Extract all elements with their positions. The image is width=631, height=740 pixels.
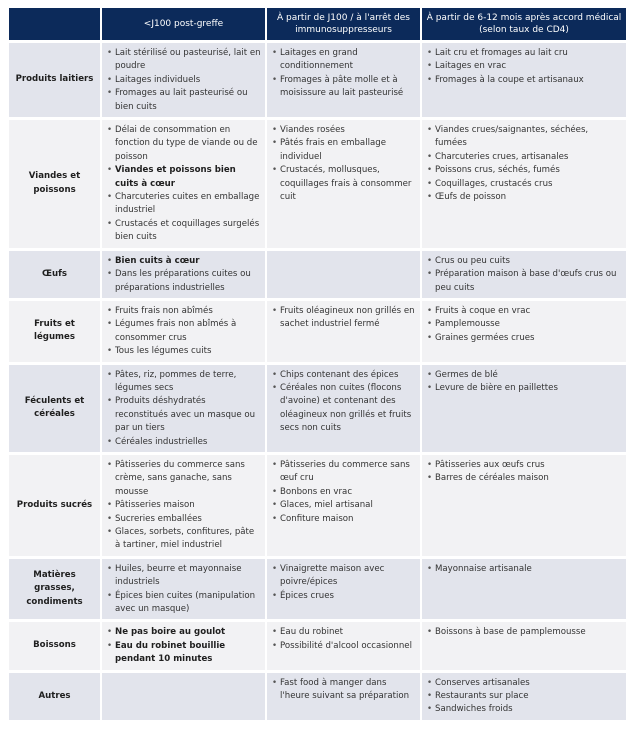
list-item-text: Fruits oléagineux non grillés en sachet industriel fermé — [280, 305, 415, 330]
bullet-icon: • — [107, 165, 113, 176]
bullet-icon: • — [107, 640, 113, 651]
list-item-text: Viandes et poissons bien cuits à cœur — [115, 165, 236, 189]
bullet-icon: • — [427, 563, 433, 574]
list-item-text: Délai de consommation en fonction du type de viande ou de poisson — [115, 125, 258, 162]
list-item — [426, 178, 622, 191]
list-item — [426, 164, 622, 177]
before-j100-cell — [102, 365, 265, 452]
bullet-icon: • — [272, 48, 278, 58]
from-j100-cell — [267, 455, 420, 556]
list-item — [106, 218, 261, 245]
list-item-text: Pâtisseries aux œufs crus — [435, 459, 545, 470]
bullet-icon: • — [107, 590, 113, 601]
list-item-text: Vinaigrette maison avec poivre/épices — [280, 563, 385, 588]
list-item — [106, 369, 261, 396]
item-list — [106, 305, 261, 359]
category-cell: Matières grasses, condiments — [9, 559, 100, 620]
list-item — [271, 124, 416, 137]
list-item — [106, 345, 261, 358]
list-item — [106, 191, 261, 218]
table-row — [9, 673, 626, 720]
bullet-icon: • — [272, 563, 278, 574]
list-item — [271, 513, 416, 526]
item-list — [271, 677, 416, 704]
header-before-j100: <J100 post-greffe — [102, 8, 265, 40]
list-item-text: Laitages en vrac — [435, 61, 507, 72]
from-6-12-months-cell — [422, 301, 626, 362]
list-item — [271, 137, 416, 164]
list-item-text: Pâtisseries du commerce sans œuf cru — [280, 459, 410, 484]
bullet-icon: • — [427, 677, 433, 688]
bullet-icon: • — [427, 74, 433, 85]
bullet-icon: • — [427, 459, 433, 470]
list-item — [106, 268, 261, 295]
list-item-text: Laitages en grand conditionnement — [280, 48, 358, 72]
list-item-text: Lait cru et fromages au lait cru — [435, 48, 568, 58]
list-item-text: Ne pas boire au goulot — [115, 627, 226, 638]
list-item-text: Œufs de poisson — [435, 192, 507, 203]
table-row — [9, 365, 626, 452]
bullet-icon: • — [107, 319, 113, 330]
item-list — [271, 305, 416, 332]
bullet-icon: • — [427, 269, 433, 280]
list-item-text: Fruits à coque en vrac — [435, 305, 531, 316]
list-item — [106, 459, 261, 499]
header-row — [9, 8, 626, 40]
category-cell: Viandes et poissons — [9, 120, 100, 248]
list-item — [426, 60, 622, 73]
from-j100-cell — [267, 622, 420, 669]
from-6-12-months-cell — [422, 673, 626, 720]
list-item — [271, 74, 416, 101]
bullet-icon: • — [272, 627, 278, 638]
item-list — [426, 626, 622, 639]
list-item-text: Conserves artisanales — [435, 677, 530, 688]
table-row — [9, 120, 626, 248]
list-item-text: Crustacés, mollusques, coquillages frais à consommer cuit — [280, 165, 412, 203]
list-item-text: Mayonnaise artisanale — [435, 563, 532, 574]
list-item-text: Eau du robinet — [280, 627, 344, 638]
bullet-icon: • — [427, 473, 433, 484]
list-item-text: Germes de blé — [435, 369, 498, 380]
list-item — [426, 191, 622, 204]
bullet-icon: • — [427, 627, 433, 638]
list-item-text: Chips contenant des épices — [280, 369, 399, 380]
list-item — [271, 640, 416, 653]
bullet-icon: • — [427, 61, 433, 72]
list-item — [271, 47, 416, 74]
bullet-icon: • — [427, 178, 433, 189]
list-item-text: Laitages individuels — [115, 74, 201, 85]
bullet-icon: • — [427, 125, 433, 136]
list-item — [271, 677, 416, 704]
table-row — [9, 455, 626, 556]
list-item-text: Pâtés frais en emballage individuel — [280, 138, 386, 162]
item-list — [426, 369, 622, 396]
from-j100-cell — [267, 43, 420, 117]
bullet-icon: • — [427, 704, 433, 715]
list-item — [106, 305, 261, 318]
before-j100-cell — [102, 673, 265, 720]
bullet-icon: • — [272, 513, 278, 524]
list-item — [426, 369, 622, 382]
list-item-text: Boissons à base de pamplemousse — [435, 627, 586, 638]
list-item — [106, 47, 261, 74]
list-item — [426, 472, 622, 485]
before-j100-cell — [102, 455, 265, 556]
list-item — [426, 318, 622, 331]
bullet-icon: • — [272, 125, 278, 136]
table-row — [9, 43, 626, 117]
header-from-6-12-months: À partir de 6-12 mois après accord médical (selon taux de CD4) — [422, 8, 626, 40]
item-list — [106, 459, 261, 553]
item-list — [271, 369, 416, 436]
item-list — [271, 47, 416, 101]
from-6-12-months-cell — [422, 455, 626, 556]
list-item — [426, 151, 622, 164]
category-cell: Fruits et légumes — [9, 301, 100, 362]
item-list — [426, 563, 622, 576]
list-item-text: Fast food à manger dans l'heure suivant sa préparation — [280, 677, 410, 702]
list-item — [106, 590, 261, 617]
list-item — [106, 74, 261, 87]
bullet-icon: • — [107, 74, 113, 85]
bullet-icon: • — [107, 305, 113, 316]
list-item-text: Viandes rosées — [280, 125, 345, 136]
list-item-text: Restaurants sur place — [435, 691, 529, 702]
list-item — [426, 382, 622, 395]
list-item-text: Bien cuits à cœur — [115, 255, 200, 266]
list-item — [106, 395, 261, 435]
item-list — [426, 459, 622, 486]
list-item — [426, 255, 622, 268]
item-list — [106, 255, 261, 295]
list-item-text: Dans les préparations cuites ou préparations industrielles — [115, 269, 251, 293]
from-j100-cell — [267, 120, 420, 248]
list-item — [106, 563, 261, 590]
header-from-j100: À partir de J100 / à l'arrêt des immunosuppresseurs — [267, 8, 420, 40]
from-6-12-months-cell — [422, 43, 626, 117]
list-item-text: Charcuteries crues, artisanales — [435, 151, 569, 162]
bullet-icon: • — [427, 691, 433, 702]
list-item-text: Levure de bière en paillettes — [435, 382, 558, 393]
bullet-icon: • — [272, 677, 278, 688]
category-cell: Féculents et céréales — [9, 365, 100, 452]
before-j100-cell — [102, 43, 265, 117]
category-cell: Boissons — [9, 622, 100, 669]
item-list — [106, 626, 261, 666]
before-j100-cell — [102, 559, 265, 620]
bullet-icon: • — [107, 269, 113, 280]
item-list — [426, 677, 622, 717]
bullet-icon: • — [107, 436, 113, 447]
list-item — [271, 382, 416, 436]
bullet-icon: • — [427, 305, 433, 316]
bullet-icon: • — [427, 48, 433, 58]
item-list — [106, 47, 261, 114]
list-item — [271, 626, 416, 639]
list-item-text: Épices bien cuites (manipulation avec un masque) — [115, 590, 256, 615]
list-item-text: Tous les légumes cuits — [115, 346, 212, 357]
from-6-12-months-cell — [422, 622, 626, 669]
list-item — [271, 164, 416, 204]
list-item-text: Confiture maison — [280, 513, 354, 524]
bullet-icon: • — [107, 192, 113, 203]
list-item-text: Épices crues — [280, 590, 334, 601]
list-item-text: Barres de céréales maison — [435, 473, 549, 484]
bullet-icon: • — [272, 382, 278, 393]
item-list — [426, 305, 622, 345]
bullet-icon: • — [107, 88, 113, 99]
list-item — [426, 563, 622, 576]
bullet-icon: • — [107, 346, 113, 357]
list-item-text: Pâtisseries maison — [115, 500, 195, 511]
bullet-icon: • — [272, 138, 278, 149]
item-list — [271, 124, 416, 204]
category-cell: Œufs — [9, 251, 100, 298]
list-item — [106, 626, 261, 639]
list-item-text: Fromages à la coupe et artisanaux — [435, 74, 584, 85]
from-j100-cell — [267, 673, 420, 720]
list-item-text: Huiles, beurre et mayonnaise industriels — [115, 563, 242, 588]
list-item-text: Sandwiches froids — [435, 704, 513, 715]
from-j100-cell — [267, 559, 420, 620]
item-list — [106, 563, 261, 617]
bullet-icon: • — [272, 590, 278, 601]
list-item-text: Pamplemousse — [435, 319, 500, 330]
bullet-icon: • — [107, 369, 113, 380]
bullet-icon: • — [107, 527, 113, 537]
bullet-icon: • — [107, 48, 113, 58]
list-item — [271, 499, 416, 512]
list-item — [106, 87, 261, 114]
bullet-icon: • — [272, 305, 278, 316]
list-item-text: Graines germées crues — [435, 332, 535, 343]
list-item-text: Fromages à pâte molle et à moisissure au lait pasteurisé — [280, 74, 404, 99]
list-item-text: Viandes crues/saignantes, séchées, fumées — [435, 125, 589, 149]
from-6-12-months-cell — [422, 365, 626, 452]
bullet-icon: • — [107, 218, 113, 229]
list-item-text: Glaces, miel artisanal — [280, 500, 373, 511]
bullet-icon: • — [272, 459, 278, 470]
from-6-12-months-cell — [422, 251, 626, 298]
list-item — [271, 590, 416, 603]
before-j100-cell — [102, 622, 265, 669]
from-j100-cell — [267, 251, 420, 298]
list-item — [106, 436, 261, 449]
list-item-text: Pâtes, riz, pommes de terre, légumes secs — [115, 369, 237, 393]
list-item-text: Glaces, sorbets, confitures, pâte à tartiner, miel industriel — [115, 527, 255, 551]
list-item — [106, 640, 261, 667]
item-list — [271, 626, 416, 653]
list-item — [426, 268, 622, 295]
header-corner-cell — [9, 8, 100, 40]
list-item-text: Fruits frais non abîmés — [115, 305, 213, 316]
list-item-text: Charcuteries cuites en emballage industriel — [115, 192, 260, 216]
bullet-icon: • — [427, 192, 433, 203]
bullet-icon: • — [427, 382, 433, 393]
bullet-icon: • — [107, 500, 113, 511]
list-item — [426, 47, 622, 60]
list-item-text: Lait stérilisé ou pasteurisé, lait en poudre — [115, 48, 261, 72]
bullet-icon: • — [107, 459, 113, 470]
item-list — [271, 459, 416, 526]
bullet-icon: • — [107, 563, 113, 574]
list-item-text: Poissons crus, séchés, fumés — [435, 165, 560, 176]
list-item — [426, 626, 622, 639]
list-item-text: Préparation maison à base d'œufs crus ou peu cuits — [435, 269, 617, 293]
list-item — [426, 703, 622, 716]
bullet-icon: • — [272, 640, 278, 651]
item-list — [426, 47, 622, 87]
list-item-text: Eau du robinet bouillie pendant 10 minutes — [115, 640, 226, 665]
bullet-icon: • — [427, 319, 433, 330]
item-list — [426, 124, 622, 204]
food-safety-table — [7, 5, 628, 723]
before-j100-cell — [102, 301, 265, 362]
item-list — [271, 563, 416, 603]
list-item-text: Produits déshydratés reconstitués avec un masque ou par un tiers — [115, 396, 256, 434]
category-cell: Produits sucrés — [9, 455, 100, 556]
list-item — [426, 459, 622, 472]
bullet-icon: • — [427, 165, 433, 176]
list-item-text: Sucreries emballées — [115, 513, 202, 524]
item-list — [426, 255, 622, 295]
list-item — [106, 255, 261, 268]
list-item — [426, 690, 622, 703]
table-row — [9, 622, 626, 669]
bullet-icon: • — [427, 332, 433, 343]
list-item — [106, 526, 261, 553]
list-item — [271, 305, 416, 332]
bullet-icon: • — [272, 369, 278, 380]
list-item — [106, 124, 261, 164]
bullet-icon: • — [107, 627, 113, 638]
before-j100-cell — [102, 251, 265, 298]
list-item-text: Bonbons en vrac — [280, 486, 353, 497]
list-item-text: Pâtisseries du commerce sans crème, sans ganache, sans mousse — [115, 459, 245, 497]
list-item — [271, 369, 416, 382]
bullet-icon: • — [107, 396, 113, 407]
bullet-icon: • — [427, 151, 433, 162]
list-item — [271, 486, 416, 499]
bullet-icon: • — [427, 255, 433, 266]
table-row — [9, 559, 626, 620]
from-j100-cell — [267, 301, 420, 362]
list-item — [106, 499, 261, 512]
list-item-text: Céréales industrielles — [115, 436, 208, 447]
bullet-icon: • — [272, 74, 278, 85]
list-item — [106, 164, 261, 191]
list-item-text: Coquillages, crustacés crus — [435, 178, 553, 189]
list-item-text: Possibilité d'alcool occasionnel — [280, 640, 412, 651]
list-item — [271, 459, 416, 486]
item-list — [106, 124, 261, 245]
from-6-12-months-cell — [422, 559, 626, 620]
list-item-text: Crus ou peu cuits — [435, 255, 510, 266]
before-j100-cell — [102, 120, 265, 248]
list-item — [106, 318, 261, 345]
bullet-icon: • — [272, 165, 278, 176]
bullet-icon: • — [107, 255, 113, 266]
from-6-12-months-cell — [422, 120, 626, 248]
list-item — [271, 563, 416, 590]
bullet-icon: • — [427, 369, 433, 380]
bullet-icon: • — [107, 125, 113, 136]
list-item-text: Fromages au lait pasteurisé ou bien cuits — [115, 88, 248, 112]
list-item — [426, 332, 622, 345]
list-item — [426, 74, 622, 87]
table-row — [9, 301, 626, 362]
from-j100-cell — [267, 365, 420, 452]
bullet-icon: • — [107, 513, 113, 524]
list-item-text: Céréales non cuites (flocons d'avoine) et contenant des oléagineux non grillés et fruits secs non cuits — [280, 382, 412, 434]
table-row — [9, 251, 626, 298]
list-item-text: Crustacés et coquillages surgelés bien cuits — [115, 218, 260, 243]
list-item — [426, 124, 622, 151]
list-item — [426, 305, 622, 318]
item-list — [106, 369, 261, 449]
bullet-icon: • — [272, 500, 278, 511]
category-cell: Autres — [9, 673, 100, 720]
list-item — [426, 677, 622, 690]
list-item — [106, 513, 261, 526]
bullet-icon: • — [272, 486, 278, 497]
list-item-text: Légumes frais non abîmés à consommer crus — [115, 319, 237, 343]
category-cell: Produits laitiers — [9, 43, 100, 117]
